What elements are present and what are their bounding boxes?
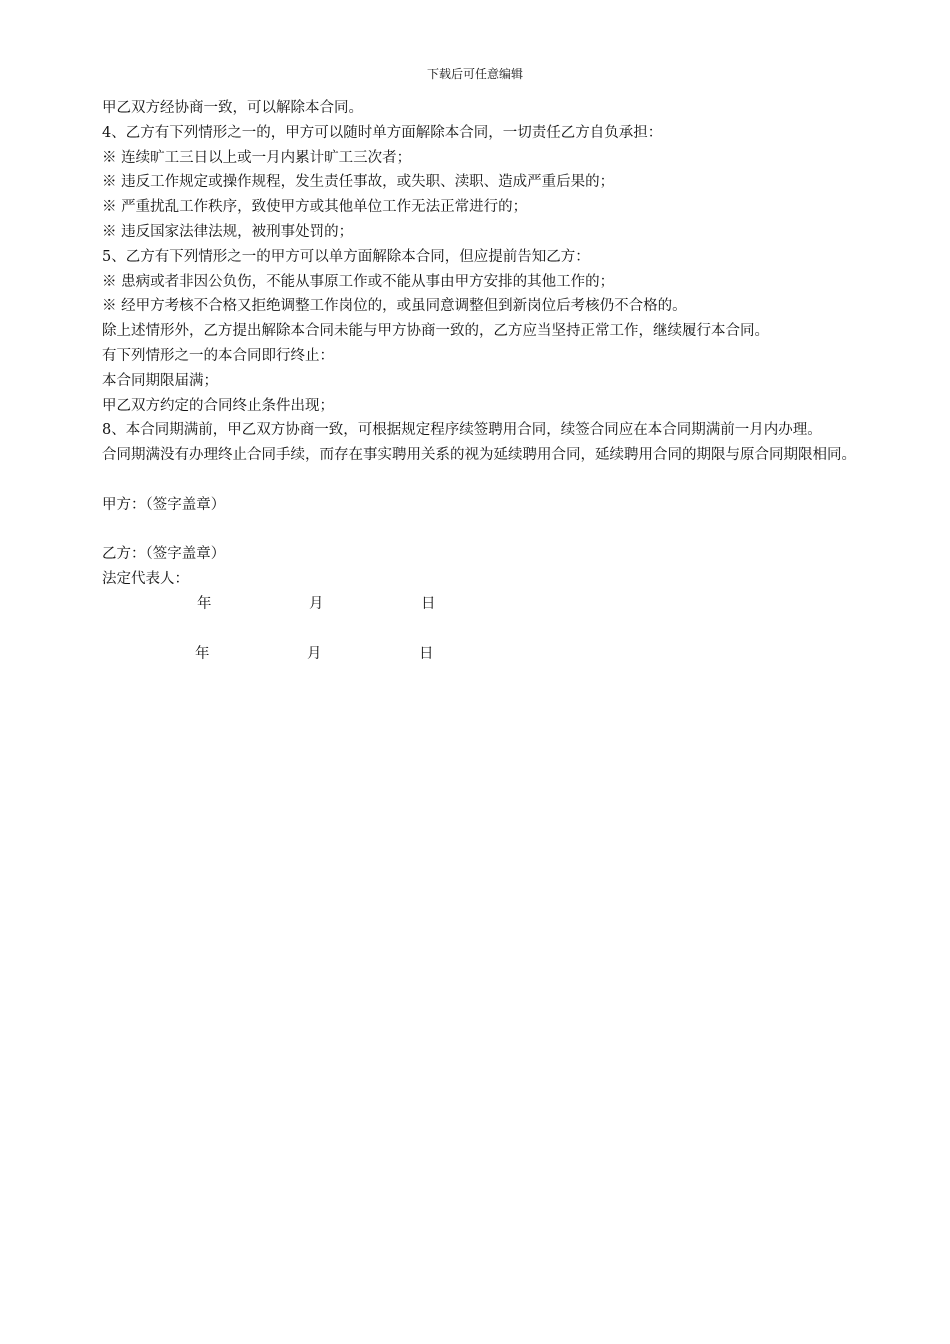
spacer (102, 518, 902, 543)
clause-line: ※ 经甲方考核不合格又拒绝调整工作岗位的，或虽同意调整但到新岗位后考核仍不合格的。 (102, 298, 687, 315)
year-label: 年 (197, 595, 212, 612)
year-label: 年 (195, 645, 210, 662)
spacer (102, 468, 902, 493)
party-a-signature: 甲方：（签字盖章） (102, 496, 226, 513)
date-row-party-a (102, 592, 902, 617)
clause-line: ※ 患病或者非因公负伤，不能从事原工作或不能从事由甲方安排的其他工作的； (102, 273, 615, 290)
date-row-party-b (102, 642, 902, 667)
clause-line: ※ 违反国家法律法规，被刑事处罚的； (102, 223, 354, 240)
legal-representative: 法定代表人： (102, 571, 189, 588)
clause-line: 4、乙方有下列情形之一的，甲方可以随时单方面解除本合同，一切责任乙方自负承担： (102, 124, 663, 141)
day-label: 日 (419, 645, 434, 662)
clause-line: ※ 违反工作规定或操作规程，发生责任事故，或失职、渎职、造成严重后果的； (102, 174, 615, 191)
month-label: 月 (307, 645, 322, 662)
clause-line: 甲乙双方经协商一致，可以解除本合同。 (102, 100, 363, 116)
clause-line: ※ 连续旷工三日以上或一月内累计旷工三次者； (102, 149, 412, 166)
clause-line: 有下列情形之一的本合同即行终止： (102, 347, 334, 364)
party-b-signature: 乙方：（签字盖章） (102, 546, 226, 563)
clause-line: ※ 严重扰乱工作秩序，致使甲方或其他单位工作无法正常进行的； (102, 199, 528, 216)
clause-line: 8、本合同期满前，甲乙双方协商一致，可根据规定程序续签聘用合同，续签合同应在本合同期满前一月内办理。 (102, 422, 822, 439)
clause-line: 本合同期限届满； (102, 372, 218, 389)
spacer (102, 617, 902, 642)
contract-body (102, 96, 902, 666)
clause-line: 甲乙双方约定的合同终止条件出现； (102, 397, 334, 414)
month-label: 月 (309, 595, 324, 612)
page-header: 下载后可任意编辑 (426, 67, 523, 81)
day-label: 日 (421, 595, 436, 612)
clause-line: 5、乙方有下列情形之一的甲方可以单方面解除本合同，但应提前告知乙方： (102, 248, 590, 265)
clause-line: 除上述情形外，乙方提出解除本合同未能与甲方协商一致的，乙方应当坚持正常工作，继续履行本合同。 (102, 323, 769, 340)
clause-line: 合同期满没有办理终止合同手续，而存在事实聘用关系的视为延续聘用合同，延续聘用合同的期限与原合同期限相同。 (102, 447, 856, 464)
